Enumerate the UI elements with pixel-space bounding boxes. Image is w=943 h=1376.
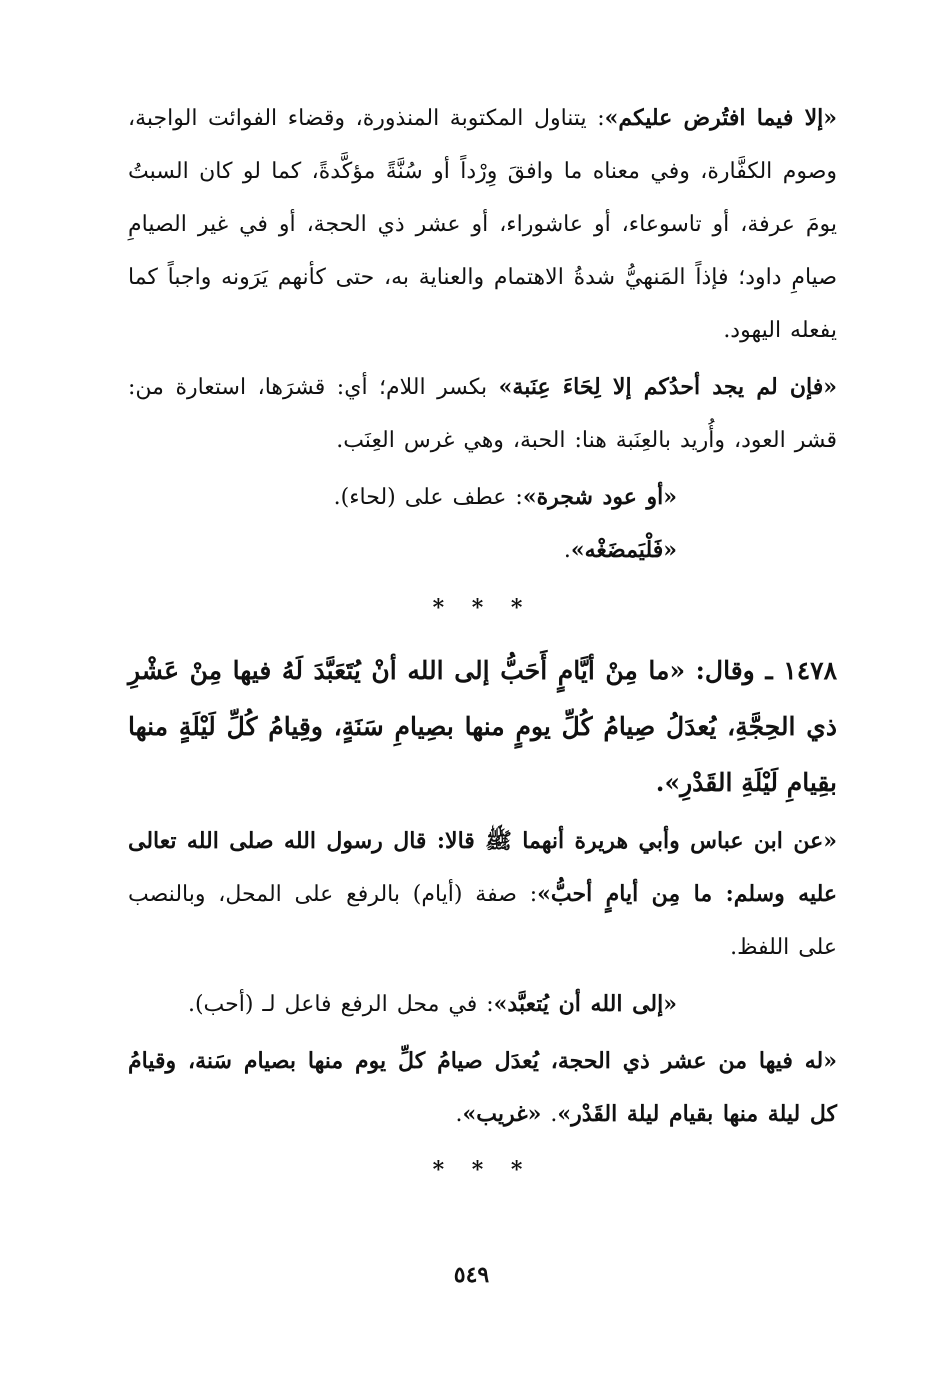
quoted-phrase: «أو عود شجرة» <box>522 484 677 510</box>
commentary-paragraph <box>128 471 837 524</box>
commentary-paragraph <box>128 361 837 467</box>
hadith-text: ١٤٧٨ ـ وقال: «ما مِنْ أيَّامٍ أَحَبُّ إلى الله أنْ يُتَعَبَّدَ لَهُ فيها مِنْ عَشْرِ ذي الحِجَّةِ، يُعدَلُ صِيامُ كُلِّ يومٍ منها بصِيامِ سَنَةٍ، وقِيامُ كُلِّ لَيْلَةٍ منها بقِيامِ لَيْلَةِ القَدْرِ». <box>128 656 837 797</box>
commentary-text: : صفة (أيام) بالرفع على المحل، وبالنصب على اللفظ. <box>128 882 837 960</box>
commentary-text: : في محل الرفع فاعل لـ (أحب). <box>187 992 494 1017</box>
section-separator: * * * <box>432 1157 533 1183</box>
commentary-text: . <box>455 1102 463 1127</box>
commentary-text: . <box>541 1102 558 1127</box>
commentary-text: : يتناول المكتوبة المنذورة، وقضاء الفوائت الواجبة، وصوم الكفَّارة، وفي معناه ما وافقَ وِرْداً أو سُنَّةً مؤكَّدةً، كما لو كان السبتُ يومَ عرفة، أو تاسوعاء، أو عاشوراء، أو عشر ذي الحجة، أو في غير الصيامِ صيامِ داود؛ فإذاً المَنهيُّ شدةُ الاهتمام والعناية به، حتى كأنهم يَرَونه واجباً كما يفعله اليهود. <box>128 106 837 343</box>
section-separator: * * * <box>432 595 533 621</box>
quoted-phrase: «إلى الله أن يُتعبَّد» <box>493 991 677 1017</box>
quoted-phrase: «له فيها من عشر ذي الحجة، يُعدَل صيامُ كلِّ يوم منها بصيام سَنة، وقيامُ كل ليلة منها بقيام ليلة القَدْر» <box>128 1048 837 1127</box>
commentary-text: . <box>563 538 571 563</box>
commentary-paragraph <box>128 92 837 357</box>
quoted-phrase: «إلا فيما افتُرض عليكم» <box>604 105 838 131</box>
commentary-paragraph <box>128 1035 837 1141</box>
hadith-grade: «غريب» <box>462 1101 542 1127</box>
commentary-paragraph <box>128 815 837 974</box>
commentary-paragraph <box>128 524 837 577</box>
quoted-phrase: «فَلْيَمضَغْه» <box>570 537 677 563</box>
commentary-paragraph <box>128 978 837 1031</box>
commentary-text: بكسر اللام؛ أي: قشرَها، استعارة من: قشر العود، وأُريد بالعِنَبة هنا: الحبة، وهي غرس العِنَب. <box>128 375 837 453</box>
commentary-text: : عطف على (لحاء). <box>333 485 523 510</box>
page-number: ٥٤٩ <box>453 1262 490 1288</box>
quoted-phrase: «فإن لم يجد أحدُكم إلا لِحَاءَ عِنَبة» <box>498 374 837 400</box>
quoted-phrase: «عن ابن عباس وأبي هريرة أنهما ﷺ قالا: قال رسول الله صلى الله تعالى عليه وسلم: ما مِن أيامٍ أحبُّ» <box>128 828 838 907</box>
